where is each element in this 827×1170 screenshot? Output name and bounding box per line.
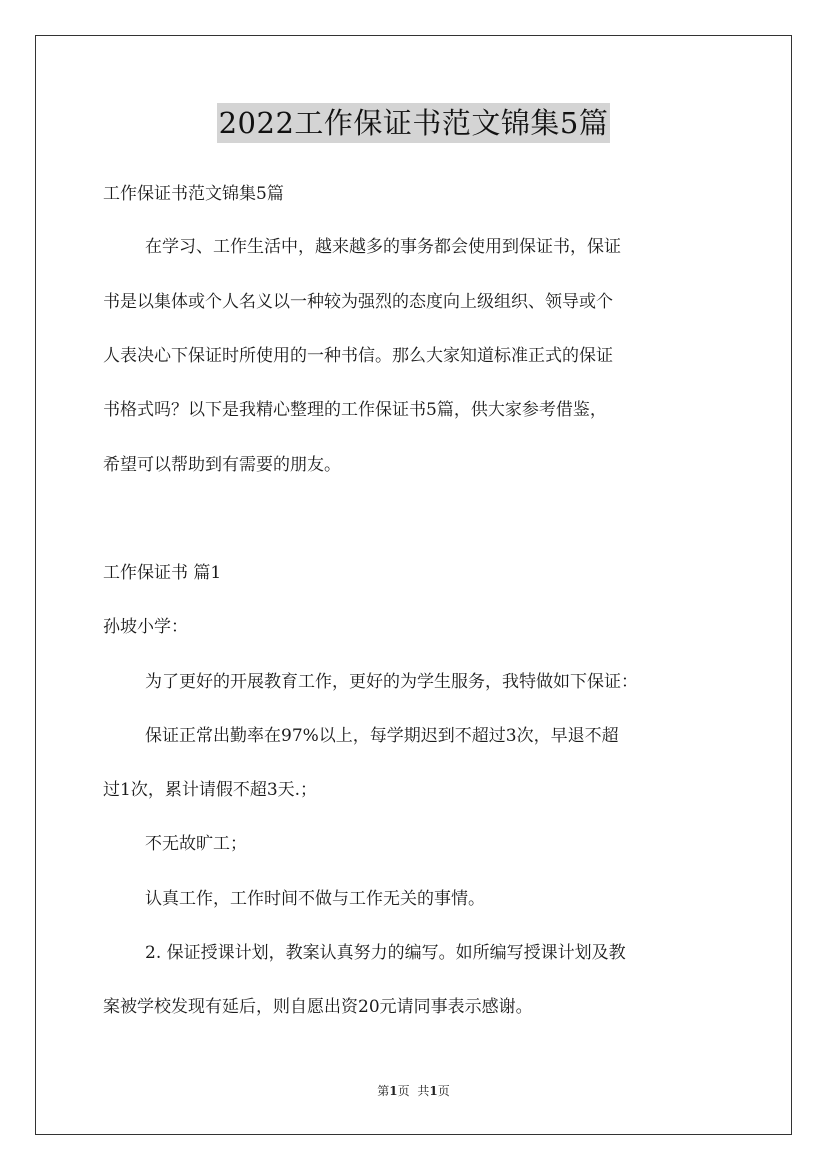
- footer-total-suffix: 页: [437, 1084, 450, 1098]
- document-subtitle: 工作保证书范文锦集5篇: [103, 184, 284, 204]
- intro-line-4: 书格式吗？以下是我精心整理的工作保证书5篇，供大家参考借鉴，: [103, 400, 607, 420]
- body-line-5: 认真工作，工作时间不做与工作无关的事情。: [145, 889, 485, 909]
- document-title: 2022工作保证书范文锦集5篇: [217, 103, 611, 143]
- body-line-7: 案被学校发现有延后，则自愿出资20元请同事表示感谢。: [103, 997, 533, 1017]
- recipient-line: 孙坡小学：: [103, 617, 188, 637]
- page-footer: [0, 1083, 827, 1099]
- body-line-1: 为了更好的开展教育工作，更好的为学生服务，我特做如下保证：: [145, 672, 638, 692]
- footer-page-suffix: 页: [397, 1084, 410, 1098]
- intro-line-2: 书是以集体或个人名义以一种较为强烈的态度向上级组织、领导或个: [103, 292, 613, 312]
- intro-line-1: 在学习、工作生活中，越来越多的事务都会使用到保证书，保证: [145, 237, 621, 257]
- title-container: [0, 103, 827, 143]
- body-line-6: 2. 保证授课计划，教案认真努力的编写。如所编写授课计划及教: [145, 943, 626, 963]
- intro-line-5: 希望可以帮助到有需要的朋友。: [103, 455, 341, 475]
- footer-total-prefix: 共: [417, 1084, 430, 1098]
- intro-line-3: 人表决心下保证时所使用的一种书信。那么大家知道标准正式的保证: [103, 346, 613, 366]
- body-line-3: 过1次，累计请假不超3天.；: [103, 780, 318, 800]
- body-line-2: 保证正常出勤率在97%以上，每学期迟到不超过3次，早退不超: [145, 726, 619, 746]
- footer-total-number: 1: [429, 1084, 438, 1098]
- footer-page-prefix: 第: [377, 1084, 390, 1098]
- body-line-4: 不无故旷工；: [145, 834, 247, 854]
- footer-page-number: 1: [389, 1084, 398, 1098]
- section-heading: 工作保证书 篇1: [103, 563, 222, 583]
